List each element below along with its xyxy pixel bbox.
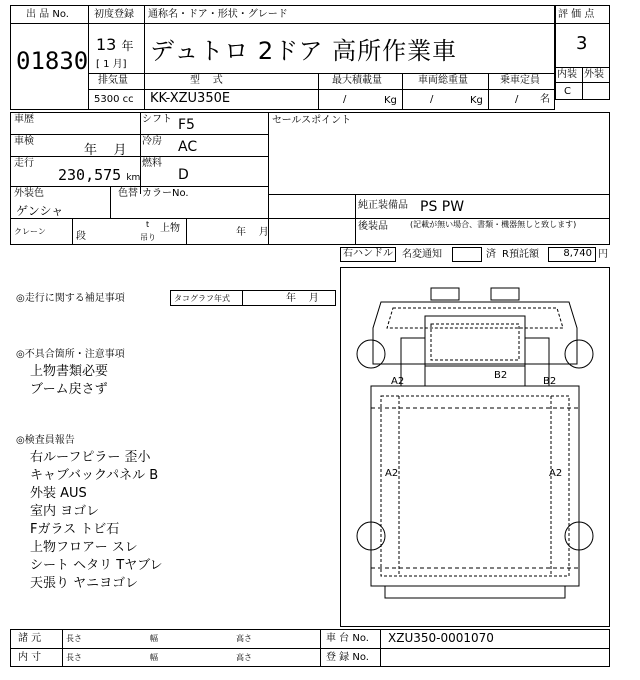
crane-label: クレーン [14,227,46,236]
lot-number: 01830 [16,47,89,75]
sales-point-label: セールスポイント [272,115,352,126]
left-door [401,338,425,386]
chassis-number: XZU350-0001070 [388,631,494,645]
inspector-note-5: Fガラス トビ石 [30,522,120,537]
inspection-label: 車検 [14,136,34,147]
shoshin-length-label: 長さ [66,634,82,643]
defect-2: ブーム戻さず [30,382,108,397]
shoshin-width-label: 幅 [150,634,158,643]
cab-outline [373,302,577,364]
year-unit: 年 [121,39,134,53]
interior-label: 内装 [557,69,577,80]
mileage-value [58,165,140,184]
damage-mark-body-right: A2 [549,468,563,479]
inspector-note-6: 上物フロアー スレ [30,540,138,555]
shift-label: シフト [142,114,172,125]
chassis-label: 車 台 No. [326,633,369,644]
interior-grade: C [564,86,571,97]
inspector-note-1: 右ルーフピラー 歪小 [30,450,151,465]
gross-weight-value: / [430,94,434,105]
inspector-note-7: シート ヘタリ Tヤブレ [30,558,163,573]
truck-diagram-svg [341,268,609,626]
defects-label: ◎不具合箇所・注意事項 [16,349,125,360]
inspector-label: ◎検査員報告 [16,435,75,446]
rear-bumper [385,586,565,598]
ext-color-value: ゲンシャ [16,204,64,218]
car-name-label: 通称名・ドア・形状・グレード [148,9,288,20]
damage-mark-right-door: B2 [543,376,557,387]
max-load-unit: Kg [384,95,397,106]
car-name: デュトロ 2ドア 高所作業車 [150,37,458,65]
defect-1: 上物書類必要 [30,364,109,379]
inspector-note-2: キャブバックパネル B [30,468,159,483]
name-change-box [452,247,482,262]
gross-weight-label: 車両総重量 [418,75,468,86]
capacity-label: 乗車定員 [500,75,540,86]
auction-sheet [10,5,610,675]
front-left-wheel [357,340,385,368]
front-right-wheel [565,340,593,368]
color-change-label: 色替 [118,188,138,199]
damage-mark-cab-rear: B2 [494,370,508,381]
naisun-width-label: 幅 [150,653,158,662]
left-mirror [431,288,459,300]
body-outline [371,386,579,586]
damage-mark-left-door: A2 [391,376,405,387]
after-market-label: 後装品 [358,221,388,232]
inspector-note-8: 天張り ヤニヨゴレ [30,576,139,591]
ext-color-label: 外装色 [14,188,44,199]
shoshin-label: 諸 元 [18,633,42,644]
crane-lift: 吊り [140,233,156,242]
first-reg-label: 初度登録 [94,9,134,20]
oem-equipment-value: PS PW [420,199,465,215]
ac-label: 冷房 [142,136,162,147]
cab-roof [425,316,525,366]
r-deposit-value: 8,740 [548,247,596,262]
displacement-label: 排気量 [98,75,128,86]
ac-value: AC [178,139,198,155]
oem-equipment-label: 純正装備品 [358,200,408,211]
driving-notes-label: ◎走行に関する補足事項 [16,293,125,304]
capacity-value: / [515,94,519,105]
upper-value: 年 月 [236,227,269,238]
inspector-note-3: 外装 AUS [30,486,87,501]
shift-value: F5 [178,117,195,133]
mileage-number: 230,575 [58,166,122,184]
fuel-value: D [178,167,189,183]
damage-diagram [340,267,610,627]
upper-label: 上物 [160,223,180,234]
score-label: 評 価 点 [558,9,595,20]
naisun-length-label: 長さ [66,653,82,662]
naisun-height-label: 高さ [236,653,252,662]
right-handle-box: 右ハンドル [340,247,396,262]
mileage-label: 走行 [14,158,34,169]
mileage-unit: km [126,173,141,183]
max-load-value: / [343,94,347,105]
gross-weight-unit: Kg [470,95,483,106]
model-value: KK-XZU350E [150,91,231,106]
yen-unit: 円 [598,249,608,260]
history-label: 車歴 [14,114,34,125]
max-load-label: 最大積載量 [332,75,382,86]
tacho-value: 年 月 [286,293,319,304]
shoshin-height-label: 高さ [236,634,252,643]
crane-ton: t [146,220,150,229]
tacho-label: タコグラフ年式 [174,294,230,303]
after-market-note: (記載が無い場合、書類・機器無しと致します) [410,220,577,229]
registration-label: 登 録 No. [326,652,369,663]
score-value: 3 [576,33,588,54]
recycle-label: 済 [486,249,496,260]
exterior-label: 外装 [584,69,604,80]
r-deposit-label: R預託額 [502,249,539,260]
first-reg-month: [ 1 月] [96,59,127,70]
capacity-unit: 名 [540,94,550,105]
inspector-note-4: 室内 ヨゴレ [30,504,100,519]
lot-no-label: 出 品 No. [26,9,69,20]
right-mirror [491,288,519,300]
color-code-label: カラーNo. [142,188,189,199]
damage-mark-body-left: A2 [385,468,399,479]
model-label: 型 式 [190,75,223,86]
first-reg-year [96,35,133,54]
naisun-label: 内 寸 [18,652,42,663]
crane-stage: 段 [76,231,86,242]
displacement-value: 5300 cc [94,94,134,105]
inspection-value: 年 月 [84,143,127,158]
fuel-label: 燃料 [142,158,162,169]
year-value: 13 [96,35,117,54]
name-change-label: 名変通知 [402,249,442,260]
